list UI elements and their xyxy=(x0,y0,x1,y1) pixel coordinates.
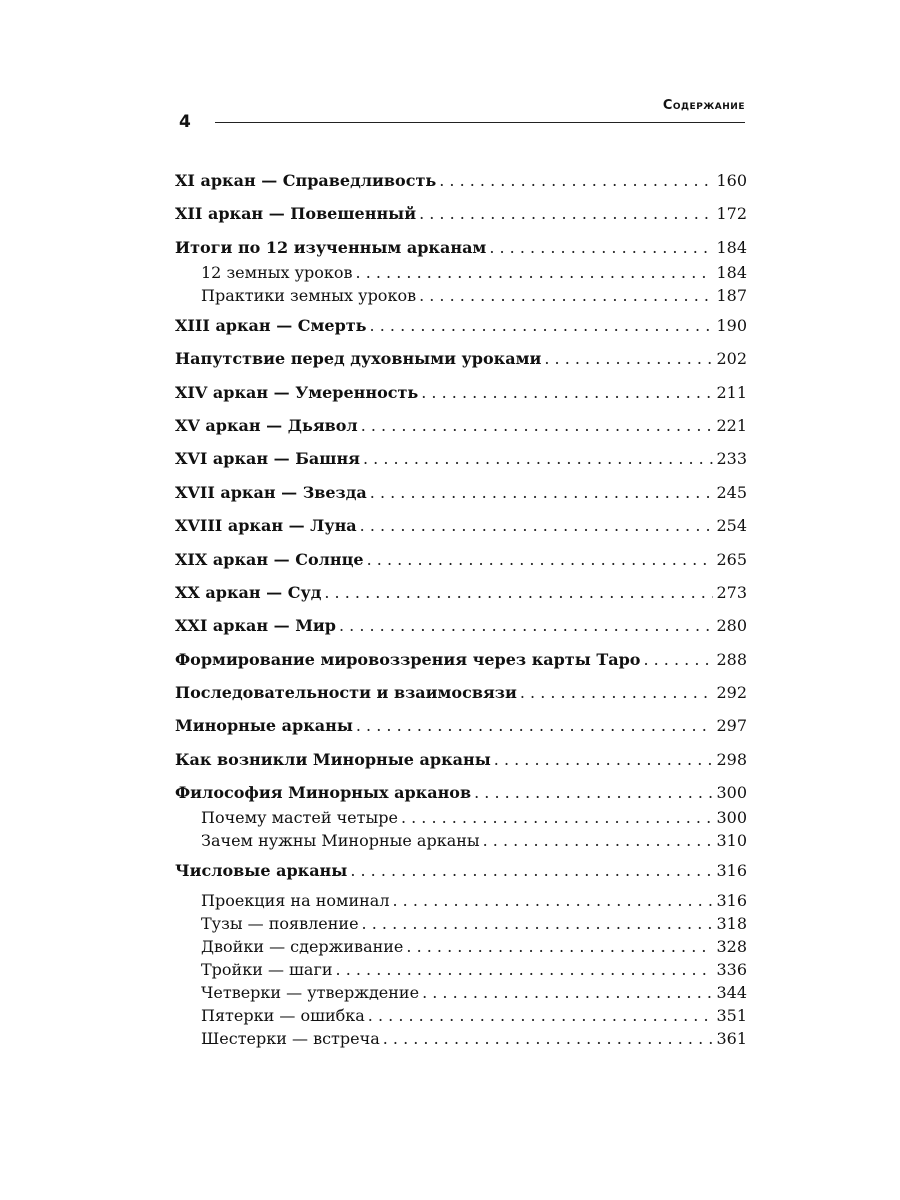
toc-entry-page: 297 xyxy=(716,716,747,736)
toc-leader xyxy=(339,615,713,637)
toc-entry-title: XVIII аркан — Луна xyxy=(175,516,357,536)
toc-leader xyxy=(421,382,713,404)
toc-subentry[interactable] xyxy=(175,936,747,959)
toc-entry-page: 300 xyxy=(716,783,747,803)
toc-subentry[interactable] xyxy=(175,1005,747,1028)
toc-leader xyxy=(520,682,714,704)
toc-entry-title: XIX аркан — Солнце xyxy=(175,549,364,569)
toc-subentry[interactable] xyxy=(175,913,747,936)
toc-leader xyxy=(419,203,713,225)
toc-entry-title: Двойки — сдерживание xyxy=(201,937,404,957)
toc-leader xyxy=(474,782,713,804)
toc-entry[interactable] xyxy=(175,749,747,782)
page-header xyxy=(175,96,745,132)
toc-entry[interactable] xyxy=(175,315,747,348)
toc-entry-page: 361 xyxy=(716,1029,747,1049)
toc-leader xyxy=(483,830,714,852)
toc-entry[interactable] xyxy=(175,482,747,515)
toc-leader xyxy=(360,515,714,537)
toc-entry[interactable] xyxy=(175,348,747,381)
toc-entry-title: Шестерки — встреча xyxy=(201,1029,380,1049)
toc-entry-title: Тройки — шаги xyxy=(201,960,333,980)
toc-subentry[interactable] xyxy=(175,959,747,982)
toc-subentry[interactable] xyxy=(175,807,747,830)
toc-entry-title: Проекция на номинал xyxy=(201,891,390,911)
toc-entry-page: 221 xyxy=(716,415,747,435)
toc-leader xyxy=(370,315,714,337)
toc-entry-title: XX аркан — Суд xyxy=(175,582,322,602)
toc-entry[interactable] xyxy=(175,415,747,448)
toc-leader xyxy=(419,285,713,307)
toc-entry[interactable] xyxy=(175,170,747,203)
toc-entry-page: 184 xyxy=(716,237,747,257)
toc-entry-title: Формирование мировоззрения через карты Таро xyxy=(175,649,641,669)
toc-entry-page: 336 xyxy=(716,960,747,980)
toc-leader xyxy=(494,749,714,771)
page-number: 4 xyxy=(179,112,191,132)
toc-leader xyxy=(393,890,714,912)
toc-entry-page: 254 xyxy=(716,516,747,536)
toc-entry-page: 265 xyxy=(716,549,747,569)
toc-entry[interactable] xyxy=(175,860,747,890)
toc-entry-page: 316 xyxy=(716,891,747,911)
toc-entry-title: XVI аркан — Башня xyxy=(175,449,360,469)
toc-entry-title: XIV аркан — Умеренность xyxy=(175,382,419,402)
toc-entry-title: Итоги по 12 изученным арканам xyxy=(175,237,487,257)
toc-leader xyxy=(350,860,713,882)
toc-entry-title: Последовательности и взаимосвязи xyxy=(175,683,517,703)
toc-leader xyxy=(336,959,714,981)
toc-subentry[interactable] xyxy=(175,982,747,1005)
header-rule xyxy=(215,122,745,123)
toc-leader xyxy=(370,482,714,504)
toc-entry-page: 318 xyxy=(716,914,747,934)
toc-leader xyxy=(383,1028,714,1050)
toc-entry-page: 211 xyxy=(716,382,747,402)
toc-entry-title: XI аркан — Справедливость xyxy=(175,171,437,190)
toc-entry-page: 351 xyxy=(716,1006,747,1026)
toc-entry-title: Минорные арканы xyxy=(175,716,353,736)
toc-subentry[interactable] xyxy=(175,1028,747,1051)
toc-entry-page: 187 xyxy=(716,285,747,305)
toc-leader xyxy=(362,913,714,935)
toc-entry-page: 300 xyxy=(716,808,747,828)
toc-entry-page: 328 xyxy=(716,937,747,957)
toc-entry-page: 310 xyxy=(716,831,747,851)
toc-entry-title: Как возникли Минорные арканы xyxy=(175,749,491,769)
toc-entry-page: 273 xyxy=(716,582,747,602)
toc-subentry[interactable] xyxy=(175,285,747,315)
toc-leader xyxy=(324,582,713,604)
toc-entry-page: 202 xyxy=(716,349,747,369)
toc-entry[interactable] xyxy=(175,682,747,715)
toc-entry[interactable] xyxy=(175,203,747,236)
toc-entry-page: 280 xyxy=(716,616,747,636)
toc-entry-title: Зачем нужны Минорные арканы xyxy=(201,831,480,851)
toc-leader xyxy=(489,237,713,259)
toc-entry-page: 184 xyxy=(716,262,747,282)
toc-leader xyxy=(356,262,714,284)
toc-entry[interactable] xyxy=(175,615,747,648)
toc-entry-title: XIII аркан — Смерть xyxy=(175,315,367,335)
toc-entry[interactable] xyxy=(175,549,747,582)
toc-entry[interactable] xyxy=(175,649,747,682)
table-of-contents xyxy=(175,170,747,1051)
running-title: Содержание xyxy=(662,98,745,113)
toc-leader xyxy=(439,170,713,192)
toc-entry-page: 160 xyxy=(716,171,747,190)
toc-leader xyxy=(356,715,714,737)
toc-entry-page: 233 xyxy=(716,449,747,469)
toc-entry-page: 344 xyxy=(716,983,747,1003)
toc-entry-title: 12 земных уроков xyxy=(201,262,353,282)
toc-entry[interactable] xyxy=(175,715,747,748)
toc-entry-page: 316 xyxy=(716,861,747,881)
toc-entry-title: Практики земных уроков xyxy=(201,285,417,305)
toc-entry-title: Числовые арканы xyxy=(175,861,348,881)
toc-subentry[interactable] xyxy=(175,262,747,285)
toc-entry[interactable] xyxy=(175,237,747,262)
toc-subentry[interactable] xyxy=(175,830,747,860)
toc-entry-title: Напутствие перед духовными уроками xyxy=(175,349,542,369)
toc-entry-title: XII аркан — Повешенный xyxy=(175,204,417,224)
toc-entry-title: XV аркан — Дьявол xyxy=(175,415,358,435)
toc-entry-page: 245 xyxy=(716,482,747,502)
toc-entry-title: Почему мастей четыре xyxy=(201,808,398,828)
toc-entry-page: 288 xyxy=(716,649,747,669)
toc-leader xyxy=(422,982,713,1004)
toc-entry[interactable] xyxy=(175,582,747,615)
toc-entry[interactable] xyxy=(175,448,747,481)
toc-leader xyxy=(361,415,714,437)
toc-leader xyxy=(367,549,714,571)
toc-entry-page: 298 xyxy=(716,749,747,769)
toc-entry-page: 172 xyxy=(716,204,747,224)
toc-entry-title: Философия Минорных арканов xyxy=(175,783,472,803)
toc-subentry[interactable] xyxy=(175,890,747,913)
toc-entry-page: 190 xyxy=(716,315,747,335)
toc-entry[interactable] xyxy=(175,515,747,548)
toc-entry[interactable] xyxy=(175,782,747,807)
toc-leader xyxy=(406,936,713,958)
toc-entry-title: Тузы — появление xyxy=(201,914,359,934)
toc-entry[interactable] xyxy=(175,382,747,415)
toc-entry-title: Пятерки — ошибка xyxy=(201,1006,365,1026)
toc-entry-page: 292 xyxy=(716,683,747,703)
toc-leader xyxy=(363,448,713,470)
toc-leader xyxy=(401,807,714,829)
toc-entry-title: XVII аркан — Звезда xyxy=(175,482,367,502)
toc-leader xyxy=(643,649,713,671)
toc-leader xyxy=(544,348,713,370)
toc-entry-title: XXI аркан — Мир xyxy=(175,616,336,636)
toc-leader xyxy=(368,1005,714,1027)
toc-entry-title: Четверки — утверждение xyxy=(201,983,420,1003)
